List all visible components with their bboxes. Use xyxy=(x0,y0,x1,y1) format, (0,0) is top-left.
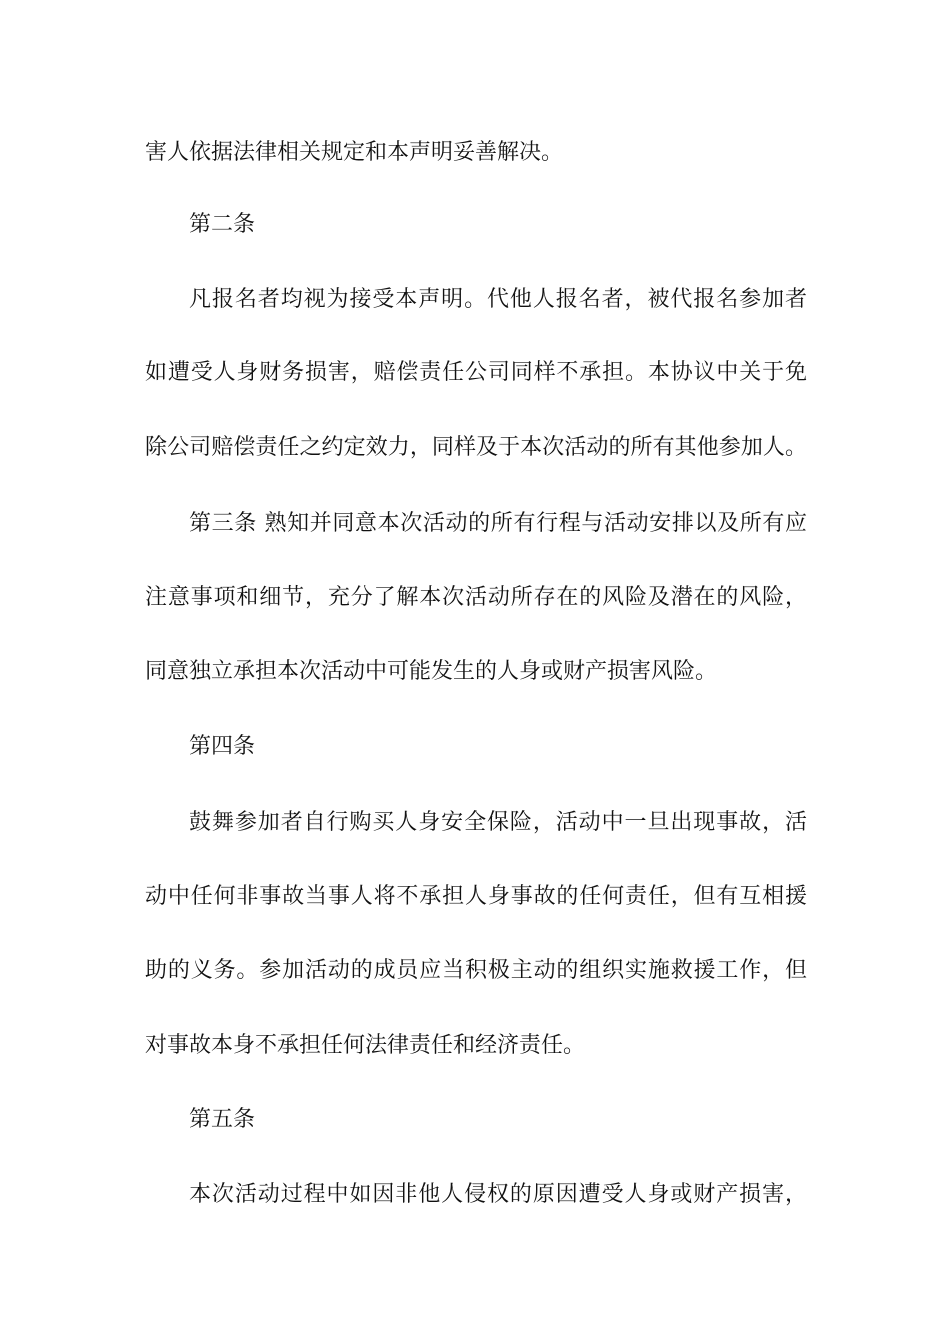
text-line-7: 注意事项和细节，充分了解本次活动所存在的风险及潜在的风险， xyxy=(145,585,807,610)
text-line-11: 动中任何非事故当事人将不承担人身事故的任何责任，但有互相援 xyxy=(145,884,807,909)
text-line-5: 除公司赔偿责任之约定效力，同样及于本次活动的所有其他参加人。 xyxy=(145,435,807,460)
text-line-10: 鼓舞参加者自行购买人身安全保险，活动中一旦出现事故，活 xyxy=(189,810,807,835)
article-heading-5: 第五条 xyxy=(189,1107,256,1132)
text-line-8: 同意独立承担本次活动中可能发生的人身或财产损害风险。 xyxy=(145,659,718,684)
text-line-3: 凡报名者均视为接受本声明。代他人报名者，被代报名参加者 xyxy=(189,287,807,312)
article-heading-4: 第四条 xyxy=(189,734,256,759)
article-heading-2: 第二条 xyxy=(189,212,256,237)
text-line-4: 如遭受人身财务损害，赔偿责任公司同样不承担。本协议中关于免 xyxy=(145,360,807,385)
text-line-12: 助的义务。参加活动的成员应当积极主动的组织实施救援工作，但 xyxy=(145,958,807,983)
text-line-1: 害人依据法律相关规定和本声明妥善解决。 xyxy=(145,140,564,165)
article-heading-3: 第三条 熟知并同意本次活动的所有行程与活动安排以及所有应 xyxy=(189,511,807,536)
text-line-13: 对事故本身不承担任何法律责任和经济责任。 xyxy=(145,1033,586,1058)
text-line-15: 本次活动过程中如因非他人侵权的原因遭受人身或财产损害， xyxy=(189,1182,807,1207)
